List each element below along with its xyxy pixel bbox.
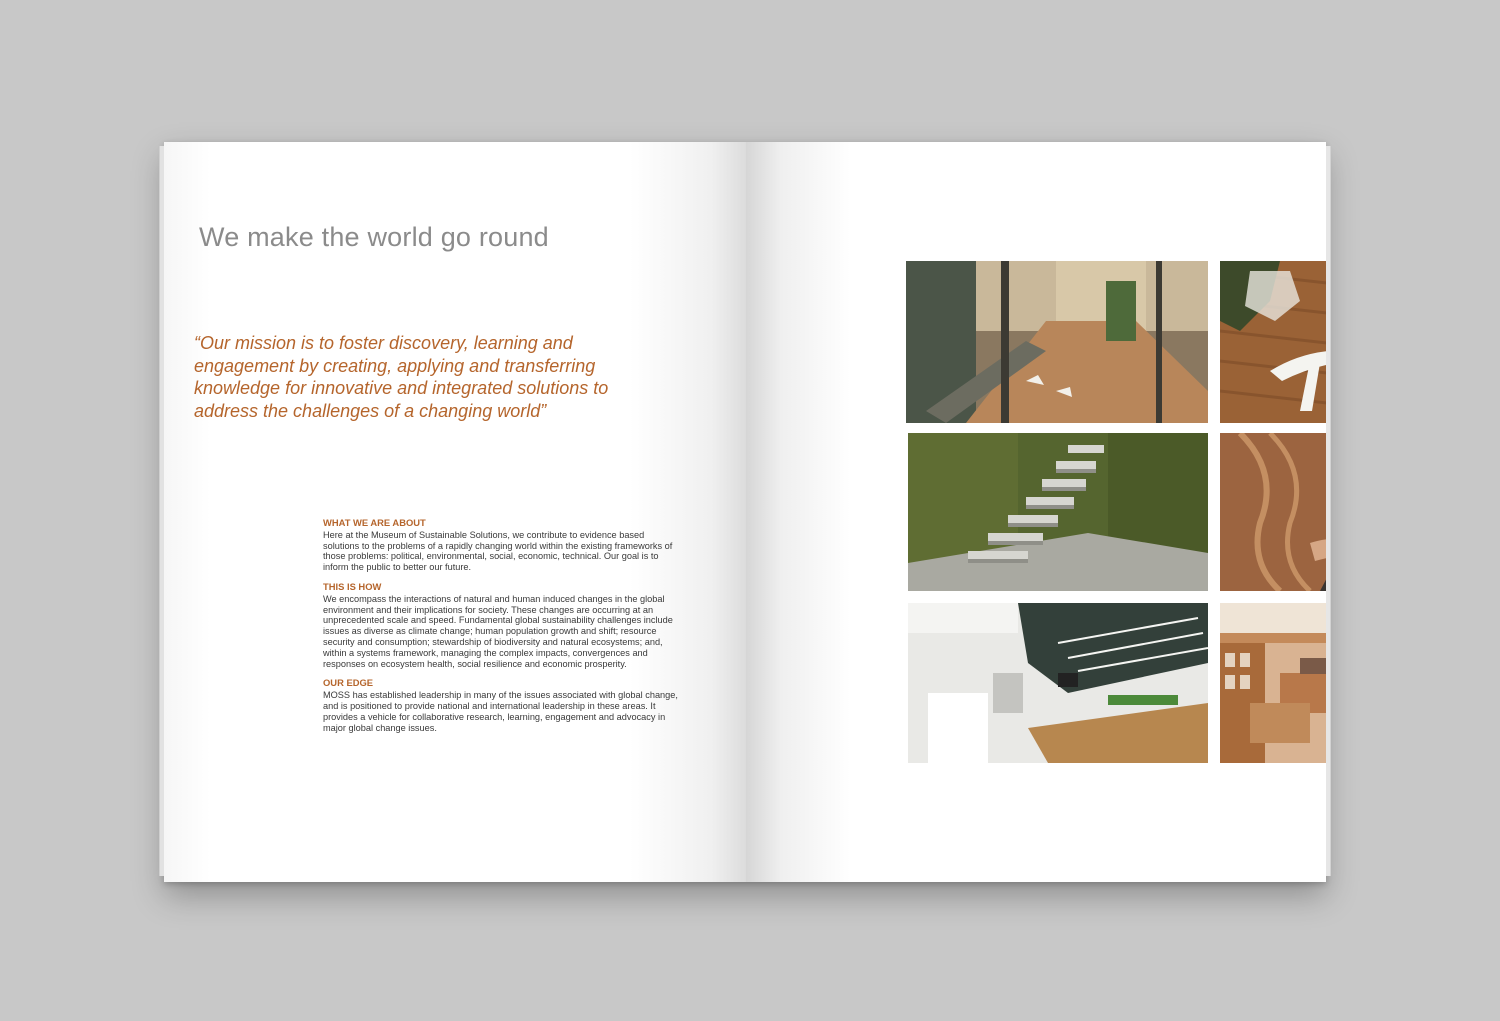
section-body-how: We encompass the interactions of natural and human induced changes in the global environment and their implications for society. These changes are occurring at an unprecedented scale and speed. Fundamental global sustainability challenges include issues as diverse as climate change; human population growth and shift; resource security and consumption; stewardship of biodiversity and natural ecosystems; and, within a systems framework, managing the complex impacts, convergences and responses on ecosystem health, social resilience and economic prosperity.	[323, 593, 673, 669]
section-heading-how: THIS IS HOW	[323, 580, 382, 592]
photo-cafeteria	[908, 603, 1208, 763]
left-page	[164, 142, 746, 882]
brochure-spread	[164, 142, 1326, 882]
section-body-about: Here at the Museum of Sustainable Solutions, we contribute to evidence based solutions to the problems of a rapidly changing world within the existing frameworks of those problems: political, environmental, social, economic, technical. Our goal is to inform the public to better our future.	[323, 529, 673, 573]
photo-wooden-lounge	[1220, 433, 1326, 591]
photo-atrium	[906, 261, 1208, 423]
section-heading-edge: OUR EDGE	[323, 677, 374, 689]
photo-gift-shop	[1220, 603, 1326, 763]
right-page	[746, 142, 1326, 882]
page-edge-right	[1326, 146, 1331, 876]
photo-benches	[1220, 261, 1326, 423]
photo-moss-stairs	[908, 433, 1208, 591]
mission-quote: “Our mission is to foster discovery, learning and engagement by creating, applying and transferring knowledge for innovative and integrated solutions to address the challenges of a changing world”	[194, 333, 609, 421]
section-body-edge: MOSS has established leadership in many of the issues associated with global change, and is positioned to provide national and international leadership in these areas. It provides a vehicle for collaborative research, learning, engagement and advocacy in major global change issues.	[323, 690, 678, 733]
body-text	[323, 518, 679, 742]
page-title: We make the world go round	[199, 222, 549, 252]
section-heading-about: WHAT WE ARE ABOUT	[323, 517, 426, 528]
